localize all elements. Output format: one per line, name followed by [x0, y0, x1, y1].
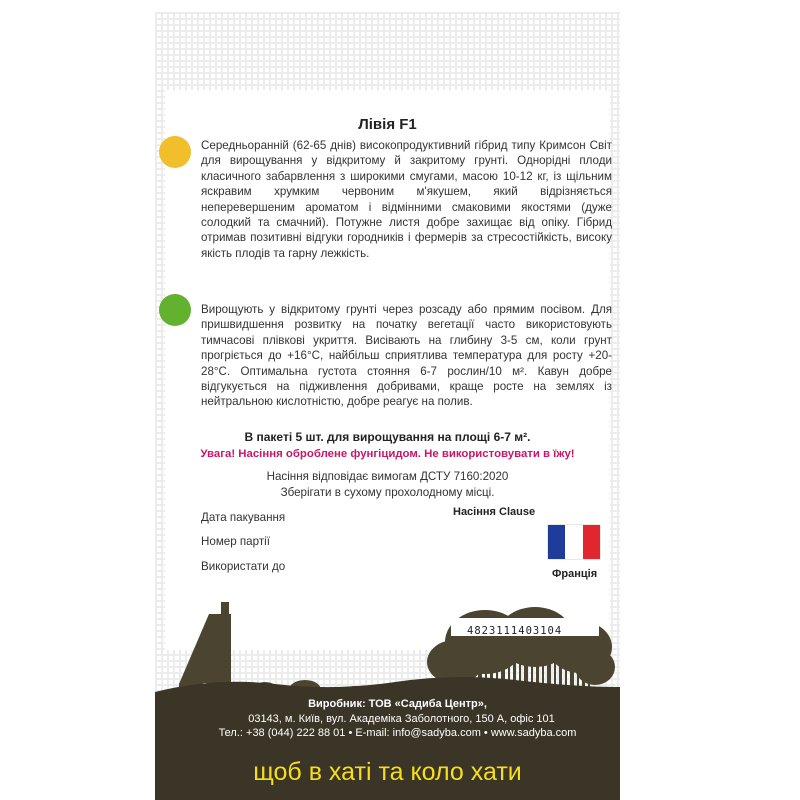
pack-date-label: Дата пакування [201, 511, 286, 524]
france-flag-icon [548, 525, 600, 559]
use-by-label: Використати до [201, 560, 286, 573]
slogan: щоб в хаті та коло хати [253, 758, 522, 786]
yellow-bullet-icon [159, 136, 191, 168]
flag-stripe-blue [548, 525, 565, 559]
manufacturer-line-1: Виробник: ТОВ «Садиба Центр», [308, 698, 487, 710]
manufacturer-line-2: 03143, м. Київ, вул. Академіка Заболотного, 150 А, офіс 101 [248, 713, 555, 725]
description-paragraph-2: Вирощують у відкритому грунті через розсаду або прямим посівом. Для пришвидшення розвитку на початку вегетації часто використовують тимчасові плівкові укриття. Висівають на глибину 3-5 см, коли грунт прогріється до +16°С, найбільш сприятлива температура для росту +20-28°С. Оптимальна густота стояння 6-7 рослин/10 м². Кавун добре відгукується на підживлення добривами, краще росте на землях із нейтральною кислотністю, добре реагує на полив. [201, 303, 612, 409]
manufacturer-line-3: Тел.: +38 (044) 222 88 01 • E-mail: info@sadyba.com • www.sadyba.com [218, 727, 577, 739]
standard-text: Насіння відповідає вимогам ДСТУ 7160:2020 [266, 470, 509, 483]
green-bullet-icon [159, 294, 191, 326]
flag-stripe-red [583, 525, 600, 559]
warning-text: Увага! Насіння оброблене фунгіцидом. Не використовувати в їжу! [200, 448, 575, 460]
brand-label: Насіння Clause [453, 506, 536, 518]
storage-text: Зберігати в сухому прохолодному місці. [280, 486, 495, 499]
seed-packet-back [155, 12, 620, 800]
package-info: В пакеті 5 шт. для вирощування на площі 6-7 м². [244, 430, 531, 444]
flag-stripe-white [565, 525, 582, 559]
batch-number-label: Номер партії [201, 535, 270, 548]
product-title: Лівія F1 [358, 116, 417, 133]
description-paragraph-1: Середньоранній (62-65 днів) високопродуктивний гібрид типу Кримсон Світ для вирощування у відкритому й закритому грунті. Однорідні плоди класичного забарвлення з широкими смугами, масою 10-12 кг, із щільним яскравим хрумким червоним м'якушем, який відрізняється неперевершеним ароматом і відмінними смаковими якостями (дуже солодкий та смачний). Потужне листя добре захищає від опіку. Гібрид отримав позитивні відгуки городників і фермерів за стресостійкість, високу якість плодів та гарну лежкість. [201, 139, 612, 260]
country-label: Франція [552, 568, 598, 580]
barcode-number: 4823111403104 [467, 625, 563, 637]
